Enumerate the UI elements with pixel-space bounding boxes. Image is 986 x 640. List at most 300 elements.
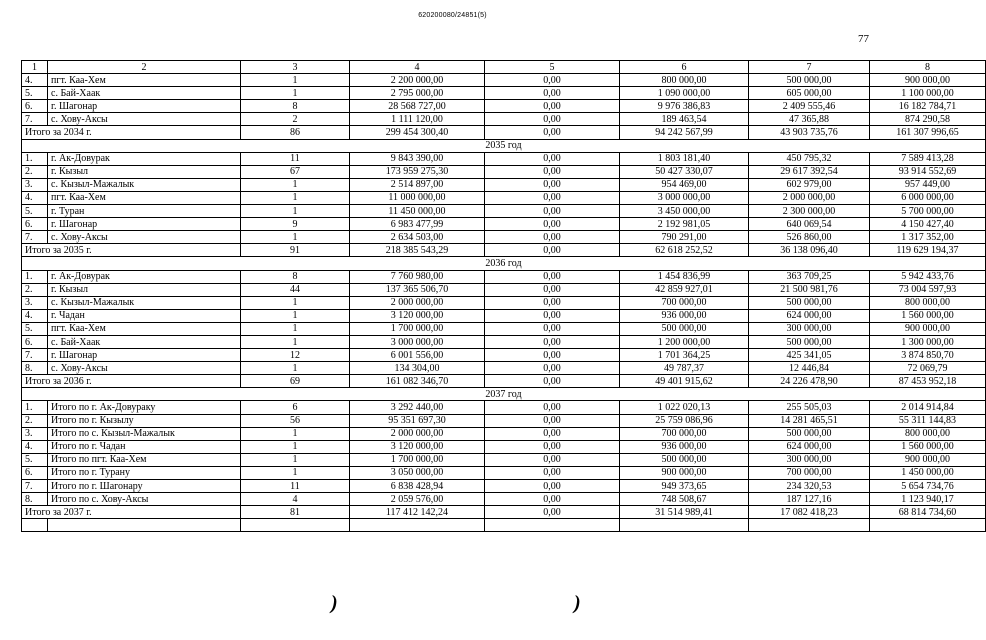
row-number: 1. xyxy=(22,270,48,283)
row-number: 8. xyxy=(22,493,48,506)
table-cell: 450 795,32 xyxy=(749,152,870,165)
table-cell: 3 000 000,00 xyxy=(350,335,485,348)
table-row xyxy=(22,427,986,440)
table-cell: 4 xyxy=(241,493,350,506)
table-row xyxy=(22,283,986,296)
table-cell: 0,00 xyxy=(485,113,620,126)
settlement-name: с. Бай-Хаак xyxy=(48,87,241,100)
table-cell: 0,00 xyxy=(485,493,620,506)
table-cell: 1 700 000,00 xyxy=(350,322,485,335)
page-number: 77 xyxy=(858,33,869,45)
row-number: 1. xyxy=(22,401,48,414)
table-cell: 2 000 000,00 xyxy=(749,191,870,204)
table-cell: 700 000,00 xyxy=(749,466,870,479)
row-number: 7. xyxy=(22,480,48,493)
handwritten-mark: ) xyxy=(574,592,581,614)
table-cell: 1 560 000,00 xyxy=(870,309,986,322)
table-cell: 0,00 xyxy=(485,152,620,165)
row-number: 4. xyxy=(22,309,48,322)
row-number: 7. xyxy=(22,349,48,362)
total-label: Итого за 2037 г. xyxy=(22,506,241,519)
row-number: 4. xyxy=(22,191,48,204)
column-header: 5 xyxy=(485,61,620,74)
table-cell: 5 654 734,76 xyxy=(870,480,986,493)
table-cell: 0,00 xyxy=(485,218,620,231)
table-row xyxy=(22,165,986,178)
row-number: 2. xyxy=(22,283,48,296)
table-row xyxy=(22,322,986,335)
total-label: Итого за 2035 г. xyxy=(22,244,241,257)
table-cell: 2 000 000,00 xyxy=(350,427,485,440)
settlement-name: г. Туран xyxy=(48,205,241,218)
table-cell: 49 787,37 xyxy=(620,362,749,375)
row-number: 5. xyxy=(22,205,48,218)
table-cell: 187 127,16 xyxy=(749,493,870,506)
table-cell: 44 xyxy=(241,283,350,296)
row-number: 6. xyxy=(22,218,48,231)
table-cell: 300 000,00 xyxy=(749,453,870,466)
table-cell: 137 365 506,70 xyxy=(350,283,485,296)
total-label: Итого за 2034 г. xyxy=(22,126,241,139)
table-cell: 0,00 xyxy=(485,165,620,178)
total-cell: 299 454 300,40 xyxy=(350,126,485,139)
table-row xyxy=(22,270,986,283)
table-row xyxy=(22,440,986,453)
table-cell: 0,00 xyxy=(485,178,620,191)
table-cell: 500 000,00 xyxy=(749,296,870,309)
settlement-name: пгт. Каа-Хем xyxy=(48,322,241,335)
table-cell: 12 446,84 xyxy=(749,362,870,375)
table-cell: 11 000 000,00 xyxy=(350,191,485,204)
settlement-name: пгт. Каа-Хем xyxy=(48,191,241,204)
table-cell: 93 914 552,69 xyxy=(870,165,986,178)
empty-cell xyxy=(620,519,749,532)
table-cell: 500 000,00 xyxy=(620,322,749,335)
table-cell: 500 000,00 xyxy=(749,335,870,348)
total-cell: 0,00 xyxy=(485,126,620,139)
total-row xyxy=(22,126,986,139)
table-cell: 1 300 000,00 xyxy=(870,335,986,348)
table-row xyxy=(22,100,986,113)
table-row xyxy=(22,296,986,309)
table-row xyxy=(22,152,986,165)
table-cell: 1 xyxy=(241,74,350,87)
total-cell: 119 629 194,37 xyxy=(870,244,986,257)
table-cell: 1 xyxy=(241,453,350,466)
total-cell: 94 242 567,99 xyxy=(620,126,749,139)
settlement-name: г. Шагонар xyxy=(48,218,241,231)
table-cell: 0,00 xyxy=(485,335,620,348)
table-cell: 0,00 xyxy=(485,87,620,100)
total-cell: 24 226 478,90 xyxy=(749,375,870,388)
table-cell: 1 xyxy=(241,427,350,440)
settlement-name: Итого по с. Кызыл-Мажалык xyxy=(48,427,241,440)
document-code: 620200080/24851(5) xyxy=(418,12,487,19)
table-cell: 1 xyxy=(241,466,350,479)
table-body xyxy=(22,74,986,532)
table-cell: 6 983 477,99 xyxy=(350,218,485,231)
table-cell: 73 004 597,93 xyxy=(870,283,986,296)
table-cell: 0,00 xyxy=(485,205,620,218)
table-cell: 425 341,05 xyxy=(749,349,870,362)
table-cell: 602 979,00 xyxy=(749,178,870,191)
table-cell: 1 450 000,00 xyxy=(870,466,986,479)
settlement-name: г. Шагонар xyxy=(48,100,241,113)
table-cell: 9 843 390,00 xyxy=(350,152,485,165)
table-cell: 1 xyxy=(241,205,350,218)
total-cell: 117 412 142,24 xyxy=(350,506,485,519)
table-cell: 1 701 364,25 xyxy=(620,349,749,362)
table-cell: 363 709,25 xyxy=(749,270,870,283)
row-number: 5. xyxy=(22,87,48,100)
table-cell: 6 001 556,00 xyxy=(350,349,485,362)
total-cell: 31 514 989,41 xyxy=(620,506,749,519)
year-header-row xyxy=(22,257,986,270)
table-cell: 748 508,67 xyxy=(620,493,749,506)
table-cell: 900 000,00 xyxy=(620,466,749,479)
table-cell: 1 xyxy=(241,440,350,453)
table-row xyxy=(22,466,986,479)
total-cell: 0,00 xyxy=(485,244,620,257)
table-cell: 1 700 000,00 xyxy=(350,453,485,466)
settlement-name: с. Хову-Аксы xyxy=(48,231,241,244)
table-row xyxy=(22,231,986,244)
table-cell: 2 200 000,00 xyxy=(350,74,485,87)
table-cell: 3 050 000,00 xyxy=(350,466,485,479)
table-cell: 624 000,00 xyxy=(749,309,870,322)
table-cell: 2 300 000,00 xyxy=(749,205,870,218)
table-cell: 526 860,00 xyxy=(749,231,870,244)
settlement-name: Итого по г. Чадан xyxy=(48,440,241,453)
table-cell: 957 449,00 xyxy=(870,178,986,191)
table-cell: 1 xyxy=(241,231,350,244)
table-cell: 11 xyxy=(241,152,350,165)
settlement-name: пгт. Каа-Хем xyxy=(48,74,241,87)
table-cell: 1 xyxy=(241,362,350,375)
table-cell: 1 560 000,00 xyxy=(870,440,986,453)
table-cell: 3 292 440,00 xyxy=(350,401,485,414)
empty-cell xyxy=(241,519,350,532)
table-cell: 12 xyxy=(241,349,350,362)
table-row xyxy=(22,480,986,493)
settlement-name: с. Хову-Аксы xyxy=(48,362,241,375)
table-row xyxy=(22,335,986,348)
row-number: 7. xyxy=(22,113,48,126)
table-cell: 1 100 000,00 xyxy=(870,87,986,100)
table-cell: 4 150 427,40 xyxy=(870,218,986,231)
row-number: 3. xyxy=(22,178,48,191)
row-number: 3. xyxy=(22,296,48,309)
table-cell: 0,00 xyxy=(485,427,620,440)
settlement-name: г. Чадан xyxy=(48,309,241,322)
table-row xyxy=(22,113,986,126)
table-cell: 16 182 784,71 xyxy=(870,100,986,113)
table-cell: 0,00 xyxy=(485,100,620,113)
empty-cell xyxy=(870,519,986,532)
total-cell: 161 082 346,70 xyxy=(350,375,485,388)
table-cell: 6 838 428,94 xyxy=(350,480,485,493)
column-header: 8 xyxy=(870,61,986,74)
table-cell: 800 000,00 xyxy=(870,296,986,309)
empty-row xyxy=(22,519,986,532)
table-cell: 900 000,00 xyxy=(870,453,986,466)
table-row xyxy=(22,349,986,362)
table-cell: 0,00 xyxy=(485,283,620,296)
total-row xyxy=(22,506,986,519)
table-cell: 55 311 144,83 xyxy=(870,414,986,427)
column-header: 6 xyxy=(620,61,749,74)
total-cell: 36 138 096,40 xyxy=(749,244,870,257)
table-row xyxy=(22,309,986,322)
table-cell: 6 xyxy=(241,401,350,414)
empty-cell xyxy=(749,519,870,532)
total-cell: 49 401 915,62 xyxy=(620,375,749,388)
table-cell: 3 120 000,00 xyxy=(350,309,485,322)
table-cell: 0,00 xyxy=(485,296,620,309)
table-cell: 1 xyxy=(241,296,350,309)
total-cell: 0,00 xyxy=(485,375,620,388)
settlement-name: Итого по г. Турану xyxy=(48,466,241,479)
table-cell: 2 795 000,00 xyxy=(350,87,485,100)
table-cell: 2 059 576,00 xyxy=(350,493,485,506)
table-cell: 640 069,54 xyxy=(749,218,870,231)
table-cell: 1 xyxy=(241,335,350,348)
total-row xyxy=(22,375,986,388)
table-cell: 8 xyxy=(241,100,350,113)
total-cell: 81 xyxy=(241,506,350,519)
year-heading: 2036 год xyxy=(22,257,986,270)
table-cell: 500 000,00 xyxy=(749,427,870,440)
table-cell: 700 000,00 xyxy=(620,296,749,309)
table-cell: 9 976 386,83 xyxy=(620,100,749,113)
settlement-name: г. Ак-Довурак xyxy=(48,152,241,165)
year-heading: 2037 год xyxy=(22,388,986,401)
table-cell: 500 000,00 xyxy=(749,74,870,87)
table-cell: 0,00 xyxy=(485,322,620,335)
row-number: 2. xyxy=(22,414,48,427)
table-cell: 134 304,00 xyxy=(350,362,485,375)
table-cell: 50 427 330,07 xyxy=(620,165,749,178)
table-cell: 67 xyxy=(241,165,350,178)
table-row xyxy=(22,218,986,231)
table-row xyxy=(22,493,986,506)
table-cell: 0,00 xyxy=(485,362,620,375)
row-number: 4. xyxy=(22,74,48,87)
settlement-name: Итого по с. Хову-Аксы xyxy=(48,493,241,506)
table-cell: 2 634 503,00 xyxy=(350,231,485,244)
total-cell: 218 385 543,29 xyxy=(350,244,485,257)
settlement-name: Итого по г. Ак-Довураку xyxy=(48,401,241,414)
row-number: 8. xyxy=(22,362,48,375)
table-cell: 255 505,03 xyxy=(749,401,870,414)
table-cell: 7 589 413,28 xyxy=(870,152,986,165)
table-cell: 800 000,00 xyxy=(620,74,749,87)
table-cell: 1 xyxy=(241,322,350,335)
table-cell: 605 000,00 xyxy=(749,87,870,100)
settlement-name: г. Кызыл xyxy=(48,283,241,296)
table-cell: 1 111 120,00 xyxy=(350,113,485,126)
table-cell: 900 000,00 xyxy=(870,322,986,335)
table-cell: 6 000 000,00 xyxy=(870,191,986,204)
table-cell: 234 320,53 xyxy=(749,480,870,493)
row-number: 5. xyxy=(22,453,48,466)
table-cell: 300 000,00 xyxy=(749,322,870,335)
table-cell: 0,00 xyxy=(485,453,620,466)
table-cell: 1 xyxy=(241,87,350,100)
table-row xyxy=(22,401,986,414)
empty-cell xyxy=(350,519,485,532)
table-cell: 5 942 433,76 xyxy=(870,270,986,283)
empty-cell xyxy=(48,519,241,532)
table-cell: 3 874 850,70 xyxy=(870,349,986,362)
settlement-name: с. Бай-Хаак xyxy=(48,335,241,348)
table-cell: 624 000,00 xyxy=(749,440,870,453)
table-cell: 700 000,00 xyxy=(620,427,749,440)
table-cell: 0,00 xyxy=(485,401,620,414)
table-cell: 1 123 940,17 xyxy=(870,493,986,506)
settlement-name: с. Кызыл-Мажалык xyxy=(48,296,241,309)
table-cell: 1 xyxy=(241,178,350,191)
table-cell: 500 000,00 xyxy=(620,453,749,466)
settlement-name: с. Хову-Аксы xyxy=(48,113,241,126)
year-heading: 2035 год xyxy=(22,139,986,152)
column-header: 2 xyxy=(48,61,241,74)
table-row xyxy=(22,414,986,427)
table-cell: 11 xyxy=(241,480,350,493)
table-row xyxy=(22,362,986,375)
total-cell: 62 618 252,52 xyxy=(620,244,749,257)
table-cell: 14 281 465,51 xyxy=(749,414,870,427)
table-cell: 2 014 914,84 xyxy=(870,401,986,414)
row-number: 6. xyxy=(22,100,48,113)
column-header: 7 xyxy=(749,61,870,74)
settlement-name: г. Ак-Довурак xyxy=(48,270,241,283)
table-cell: 936 000,00 xyxy=(620,440,749,453)
table-cell: 2 409 555,46 xyxy=(749,100,870,113)
table-cell: 3 120 000,00 xyxy=(350,440,485,453)
table-row xyxy=(22,191,986,204)
table-cell: 2 514 897,00 xyxy=(350,178,485,191)
column-header: 4 xyxy=(350,61,485,74)
settlement-name: Итого по г. Шагонару xyxy=(48,480,241,493)
table-cell: 47 365,88 xyxy=(749,113,870,126)
empty-cell xyxy=(22,519,48,532)
row-number: 6. xyxy=(22,335,48,348)
table-cell: 0,00 xyxy=(485,440,620,453)
total-cell: 69 xyxy=(241,375,350,388)
table-cell: 29 617 392,54 xyxy=(749,165,870,178)
total-cell: 86 xyxy=(241,126,350,139)
table-cell: 1 317 352,00 xyxy=(870,231,986,244)
table-cell: 9 xyxy=(241,218,350,231)
settlement-name: с. Кызыл-Мажалык xyxy=(48,178,241,191)
row-number: 1. xyxy=(22,152,48,165)
row-number: 6. xyxy=(22,466,48,479)
table-cell: 1 xyxy=(241,191,350,204)
table-cell: 949 373,65 xyxy=(620,480,749,493)
table-cell: 900 000,00 xyxy=(870,74,986,87)
column-header: 3 xyxy=(241,61,350,74)
handwritten-mark: ) xyxy=(331,592,338,614)
row-number: 3. xyxy=(22,427,48,440)
table-cell: 3 450 000,00 xyxy=(620,205,749,218)
table-cell: 0,00 xyxy=(485,466,620,479)
table-row xyxy=(22,205,986,218)
total-cell: 43 903 735,76 xyxy=(749,126,870,139)
table-cell: 0,00 xyxy=(485,270,620,283)
table-cell: 0,00 xyxy=(485,414,620,427)
total-cell: 17 082 418,23 xyxy=(749,506,870,519)
empty-cell xyxy=(485,519,620,532)
settlement-name: г. Шагонар xyxy=(48,349,241,362)
total-cell: 91 xyxy=(241,244,350,257)
table-cell: 8 xyxy=(241,270,350,283)
settlement-name: г. Кызыл xyxy=(48,165,241,178)
table-cell: 0,00 xyxy=(485,309,620,322)
column-header-row xyxy=(22,61,986,74)
table-cell: 0,00 xyxy=(485,231,620,244)
table-cell: 28 568 727,00 xyxy=(350,100,485,113)
table-cell: 0,00 xyxy=(485,74,620,87)
table-cell: 0,00 xyxy=(485,480,620,493)
table-cell: 72 069,79 xyxy=(870,362,986,375)
total-cell: 161 307 996,65 xyxy=(870,126,986,139)
column-header: 1 xyxy=(22,61,48,74)
table-cell: 3 000 000,00 xyxy=(620,191,749,204)
settlement-name: Итого по г. Кызылу xyxy=(48,414,241,427)
table-cell: 1 200 000,00 xyxy=(620,335,749,348)
table-cell: 5 700 000,00 xyxy=(870,205,986,218)
table-cell: 954 469,00 xyxy=(620,178,749,191)
table-cell: 7 760 980,00 xyxy=(350,270,485,283)
table-cell: 800 000,00 xyxy=(870,427,986,440)
table-cell: 1 090 000,00 xyxy=(620,87,749,100)
table-cell: 790 291,00 xyxy=(620,231,749,244)
year-header-row xyxy=(22,139,986,152)
table-cell: 0,00 xyxy=(485,191,620,204)
table-cell: 874 290,58 xyxy=(870,113,986,126)
table-row xyxy=(22,87,986,100)
table-cell: 95 351 697,30 xyxy=(350,414,485,427)
table-row xyxy=(22,453,986,466)
total-row xyxy=(22,244,986,257)
table-cell: 1 803 181,40 xyxy=(620,152,749,165)
row-number: 2. xyxy=(22,165,48,178)
table-cell: 189 463,54 xyxy=(620,113,749,126)
table-cell: 1 022 020,13 xyxy=(620,401,749,414)
table-cell: 0,00 xyxy=(485,349,620,362)
total-cell: 87 453 952,18 xyxy=(870,375,986,388)
year-header-row xyxy=(22,388,986,401)
table-cell: 1 xyxy=(241,309,350,322)
table-cell: 2 xyxy=(241,113,350,126)
total-cell: 68 814 734,60 xyxy=(870,506,986,519)
row-number: 7. xyxy=(22,231,48,244)
table-cell: 42 859 927,01 xyxy=(620,283,749,296)
table-cell: 936 000,00 xyxy=(620,309,749,322)
total-label: Итого за 2036 г. xyxy=(22,375,241,388)
table-cell: 11 450 000,00 xyxy=(350,205,485,218)
row-number: 4. xyxy=(22,440,48,453)
total-cell: 0,00 xyxy=(485,506,620,519)
settlement-name: Итого по пгт. Каа-Хем xyxy=(48,453,241,466)
row-number: 5. xyxy=(22,322,48,335)
table-cell: 2 192 981,05 xyxy=(620,218,749,231)
table-cell: 21 500 981,76 xyxy=(749,283,870,296)
table-cell: 2 000 000,00 xyxy=(350,296,485,309)
table-cell: 25 759 086,96 xyxy=(620,414,749,427)
budget-table xyxy=(21,60,986,532)
